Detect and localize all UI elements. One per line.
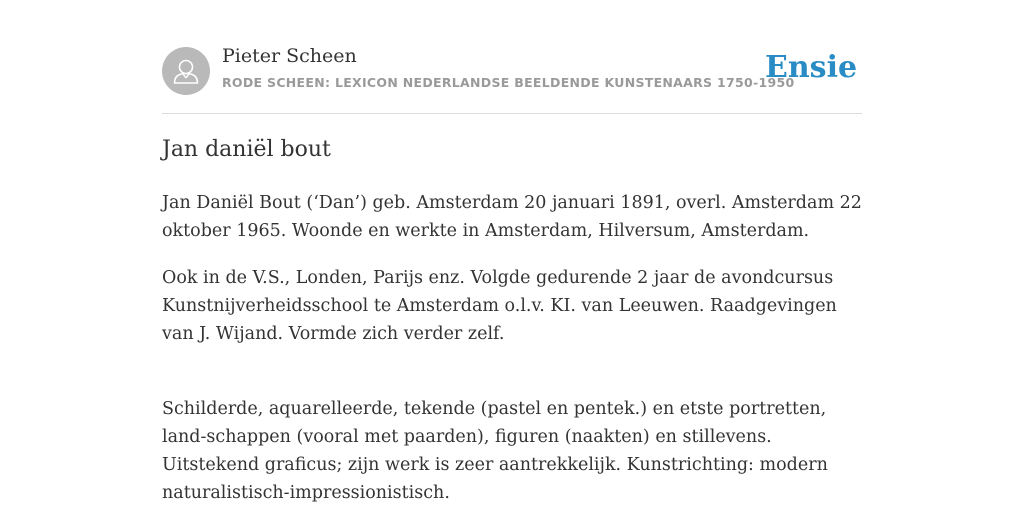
header <box>162 0 862 114</box>
page <box>162 0 862 503</box>
article-paragraph: Ook in de V.S., Londen, Parijs enz. Volgde gedurende 2 jaar de avondcursus Kunstnijverheidsschool te Amsterdam o.l.v. KI. van Leeuwen. Raadgevingen van J. Wijand. Vormde zich verder zelf. <box>162 268 837 344</box>
author-name[interactable]: Pieter Scheen <box>222 45 357 67</box>
article-body <box>162 189 862 526</box>
author-avatar[interactable] <box>162 47 210 95</box>
ensie-logo[interactable]: Ensie <box>765 50 858 85</box>
article-paragraph: Schilderde, aquarelleerde, tekende (pastel en pentek.) en etste portretten, land-schappen (vooral met paarden), figuren (naakten) en stillevens. Uitstekend graficus; zijn werk is zeer aantrekkelijk. Kunstrichting: modern naturalistisch-impressionistisch. <box>162 399 828 503</box>
article-paragraph: Jan Daniël Bout (‘Dan’) geb. Amsterdam 20 januari 1891, overl. Amsterdam 22 oktober 1965. Woonde en werkte in Amsterdam, Hilversum, Amsterdam. <box>162 193 862 241</box>
source-title[interactable]: RODE SCHEEN: LEXICON NEDERLANDSE BEELDENDE KUNSTENAARS 1750-1950 <box>222 75 795 90</box>
article-title: Jan daniël bout <box>162 137 331 162</box>
user-silhouette-icon <box>162 47 210 95</box>
